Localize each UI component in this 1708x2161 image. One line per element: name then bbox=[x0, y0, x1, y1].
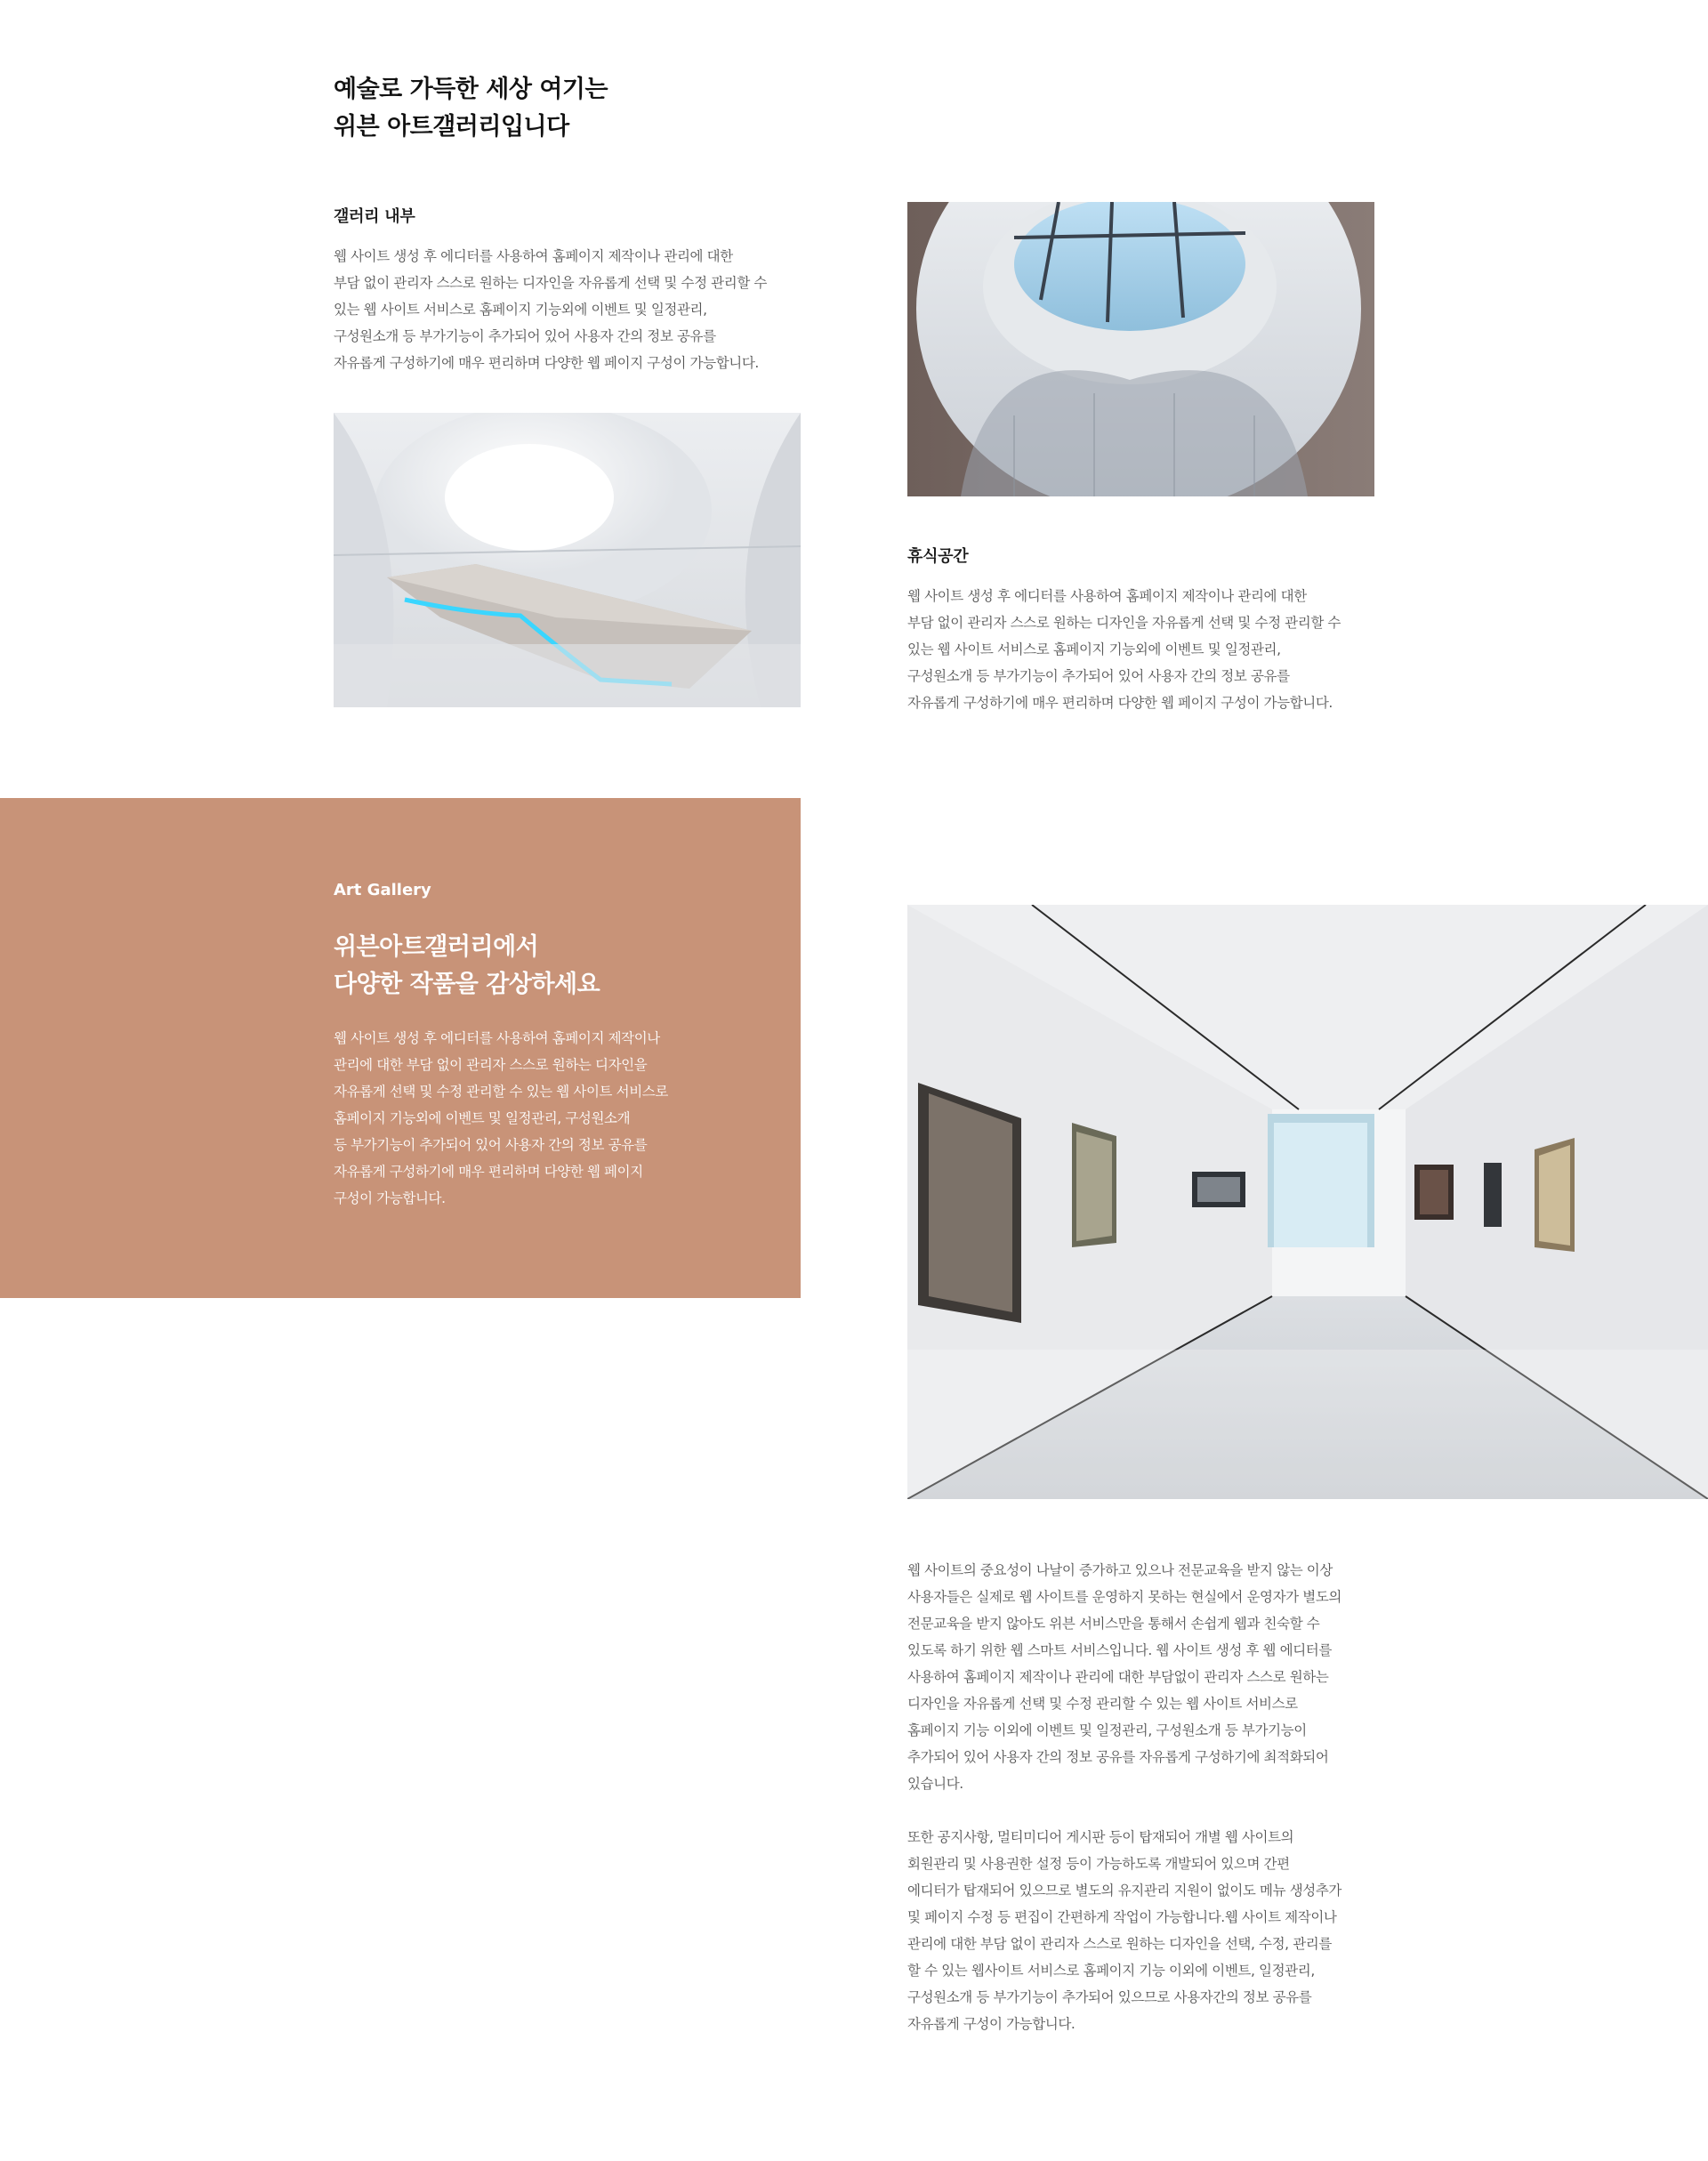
text-line: 에디터가 탑재되어 있으므로 별도의 유지관리 지원이 없이도 메뉴 생성추가 bbox=[907, 1883, 1341, 1899]
text-line: 있는 웹 사이트 서비스로 홈페이지 기능외에 이벤트 및 일정관리, bbox=[907, 641, 1281, 657]
art-gallery-label: Art Gallery bbox=[334, 881, 431, 899]
text-line: 또한 공지사항, 멀티미디어 게시판 등이 탑재되어 개별 웹 사이트의 bbox=[907, 1829, 1294, 1845]
text-line: 구성이 가능합니다. bbox=[334, 1190, 446, 1206]
text-line: 웹 사이트 생성 후 에디터를 사용하여 홈페이지 제작이나 관리에 대한 bbox=[334, 248, 733, 264]
text-line: 회원관리 및 사용권한 설정 등이 가능하도록 개발되어 있으며 간편 bbox=[907, 1856, 1290, 1872]
skylight-photo bbox=[907, 202, 1374, 496]
art-gallery-text bbox=[334, 1025, 668, 1212]
text-line: 자유롭게 구성이 가능합니다. bbox=[907, 2016, 1076, 2032]
text-line: 할 수 있는 웹사이트 서비스로 홈페이지 기능 이외에 이벤트, 일정관리, bbox=[907, 1963, 1315, 1979]
text-line: 홈페이지 기능외에 이벤트 및 일정관리, 구성원소개 bbox=[334, 1110, 631, 1126]
text-line: 부담 없이 관리자 스스로 원하는 디자인을 자유롭게 선택 및 수정 관리할 수 bbox=[907, 615, 1341, 631]
text-line: 전문교육을 받지 않아도 위븐 서비스만을 통해서 손쉽게 웹과 친숙할 수 bbox=[907, 1616, 1320, 1632]
text-line: 관리에 대한 부담 없이 관리자 스스로 원하는 디자인을 bbox=[334, 1057, 648, 1073]
art-gallery-title-line-1: 위븐아트갤러리에서 bbox=[334, 933, 539, 961]
text-line: 추가되어 있어 사용자 간의 정보 공유를 자유롭게 구성하기에 최적화되어 bbox=[907, 1749, 1329, 1765]
rest-area-text bbox=[907, 583, 1341, 716]
exhibition-photo bbox=[907, 905, 1708, 1499]
text-line: 구성원소개 등 부가기능이 추가되어 있어 사용자 간의 정보 공유를 bbox=[334, 328, 716, 344]
text-line: 자유롭게 구성하기에 매우 편리하며 다양한 웹 페이지 bbox=[334, 1164, 643, 1180]
text-line: 구성원소개 등 부가기능이 추가되어 있으므로 사용자간의 정보 공유를 bbox=[907, 1989, 1312, 2005]
text-line: 사용자들은 실제로 웹 사이트를 운영하지 못하는 현실에서 운영자가 별도의 bbox=[907, 1589, 1341, 1605]
text-line: 등 부가기능이 추가되어 있어 사용자 간의 정보 공유를 bbox=[334, 1137, 648, 1153]
text-line: 있도록 하기 위한 웹 스마트 서비스입니다. 웹 사이트 생성 후 웹 에디터를 bbox=[907, 1642, 1332, 1658]
text-line: 및 페이지 수정 등 편집이 간편하게 작업이 가능합니다.웹 사이트 제작이나 bbox=[907, 1909, 1337, 1925]
page-title bbox=[334, 71, 778, 146]
text-line: 디자인을 자유롭게 선택 및 수정 관리할 수 있는 웹 사이트 서비스로 bbox=[907, 1696, 1298, 1712]
art-gallery-title-line-2: 다양한 작품을 감상하세요 bbox=[334, 971, 600, 998]
text-line: 웹 사이트 생성 후 에디터를 사용하여 홈페이지 제작이나 bbox=[334, 1030, 660, 1046]
page-title-line-1: 예술로 가득한 세상 여기는 bbox=[334, 76, 608, 103]
text-line: 웹 사이트 생성 후 에디터를 사용하여 홈페이지 제작이나 관리에 대한 bbox=[907, 588, 1307, 604]
page-title-line-2: 위븐 아트갤러리입니다 bbox=[334, 113, 569, 141]
text-line: 있습니다. bbox=[907, 1776, 963, 1792]
text-line: 자유롭게 구성하기에 매우 편리하며 다양한 웹 페이지 구성이 가능합니다. bbox=[334, 355, 759, 371]
description-paragraph-1 bbox=[907, 1557, 1341, 1797]
text-line: 사용하여 홈페이지 제작이나 관리에 대한 부담없이 관리자 스스로 원하는 bbox=[907, 1669, 1329, 1685]
gallery-interior-text bbox=[334, 243, 767, 376]
text-line: 자유롭게 선택 및 수정 관리할 수 있는 웹 사이트 서비스로 bbox=[334, 1084, 668, 1100]
gallery-interior-title: 갤러리 내부 bbox=[334, 207, 415, 226]
text-line: 홈페이지 기능 이외에 이벤트 및 일정관리, 구성원소개 등 부가기능이 bbox=[907, 1722, 1307, 1738]
text-line: 웹 사이트의 중요성이 나날이 증가하고 있으나 전문교육을 받지 않는 이상 bbox=[907, 1562, 1333, 1578]
text-line: 구성원소개 등 부가기능이 추가되어 있어 사용자 간의 정보 공유를 bbox=[907, 668, 1290, 684]
description-paragraph-2 bbox=[907, 1824, 1341, 2037]
text-line: 관리에 대한 부담 없이 관리자 스스로 원하는 디자인을 선택, 수정, 관리를 bbox=[907, 1936, 1332, 1952]
text-line: 부담 없이 관리자 스스로 원하는 디자인을 자유롭게 선택 및 수정 관리할 수 bbox=[334, 275, 767, 291]
interior-photo bbox=[334, 413, 801, 707]
text-line: 자유롭게 구성하기에 매우 편리하며 다양한 웹 페이지 구성이 가능합니다. bbox=[907, 695, 1333, 711]
rest-area-title: 휴식공간 bbox=[907, 547, 969, 566]
art-gallery-title bbox=[334, 929, 600, 1004]
text-line: 있는 웹 사이트 서비스로 홈페이지 기능외에 이벤트 및 일정관리, bbox=[334, 302, 707, 318]
